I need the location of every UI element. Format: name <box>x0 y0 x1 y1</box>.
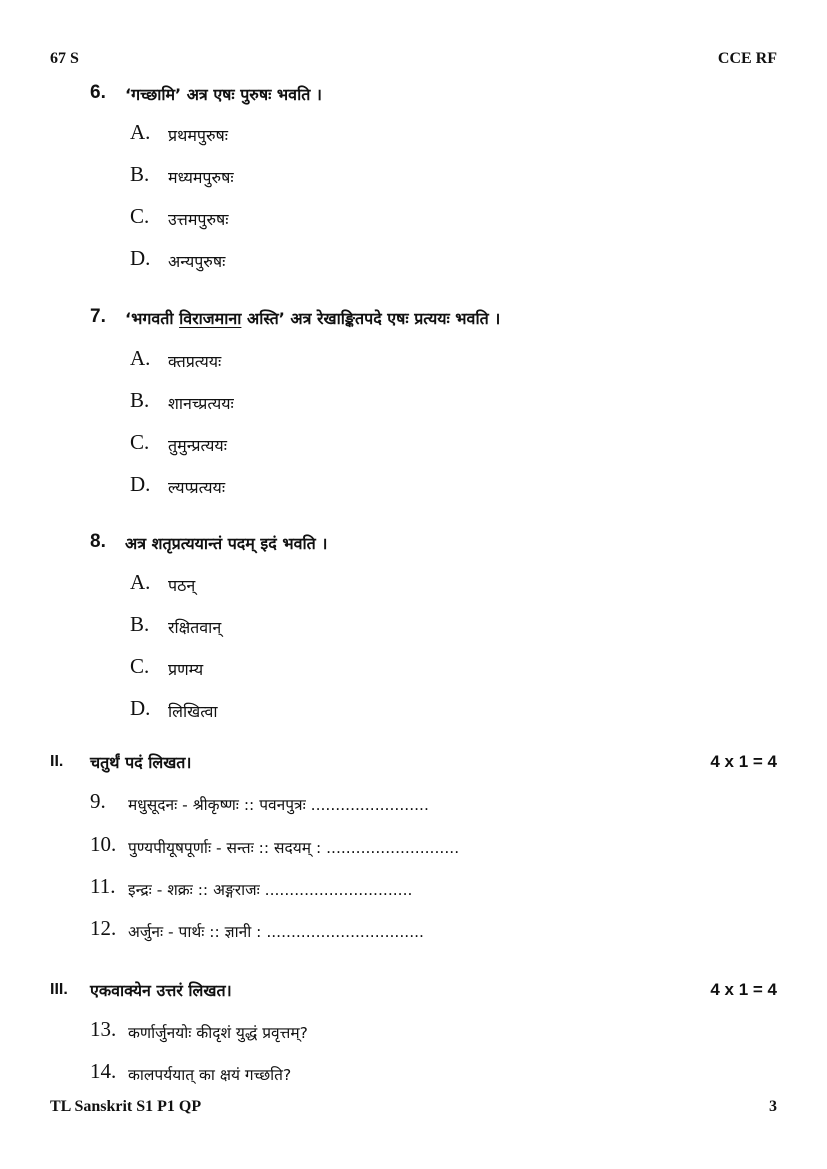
question-text: इन्द्रः - शक्रः :: अङ्गराजः .............................. <box>128 881 413 899</box>
question-text: ‘गच्छामि’ अत्र एषः पुरुषः भवति । <box>125 85 322 104</box>
option-letter: D. <box>130 696 151 720</box>
header-code: 67 S <box>50 50 79 67</box>
option-text: प्रथमपुरुषः <box>168 126 229 145</box>
option-letter: C. <box>130 204 150 228</box>
option-text: उत्तमपुरुषः <box>168 210 229 229</box>
option-letter: B. <box>130 388 150 412</box>
question-number: 11. <box>90 874 116 898</box>
section-marks: 4 x 1 = 4 <box>710 980 777 999</box>
question-text-close: अस्ति’ अत्र रेखाङ्कितपदे एषः प्रत्ययः भवति । <box>241 309 501 328</box>
question-number: 10. <box>90 832 117 856</box>
option-text: अन्यपुरुषः <box>168 252 226 271</box>
question-text: पुण्यपीयूषपूर्णाः - सन्तः :: सदयम् : ........................... <box>128 839 460 857</box>
option-text: लिखित्वा <box>168 702 218 721</box>
question-text: अत्र शतृप्रत्ययान्तं पदम् इदं भवति । <box>125 534 328 553</box>
question-number: 12. <box>90 916 117 940</box>
section-number: II. <box>50 753 64 770</box>
question-text: कालपर्ययात् का क्षयं गच्छति? <box>128 1066 292 1084</box>
option-letter: B. <box>130 612 150 636</box>
question-text: अर्जुनः - पार्थः :: ज्ञानी : ................................ <box>128 923 424 941</box>
header-series: CCE RF <box>717 50 777 67</box>
question-text: मधुसूदनः - श्रीकृष्णः :: पवनपुत्रः ........................ <box>128 796 429 814</box>
question-number: 9. <box>90 789 106 813</box>
option-letter: A. <box>130 570 151 594</box>
option-letter: C. <box>130 654 150 678</box>
section-title: चतुर्थं पदं लिखत। <box>90 753 192 772</box>
option-letter: A. <box>130 346 151 370</box>
question-number: 7. <box>90 306 106 327</box>
question-number: 13. <box>90 1017 117 1041</box>
option-text: प्रणम्य <box>168 660 204 679</box>
question-number: 14. <box>90 1059 117 1083</box>
underlined-word: विराजमाना <box>179 309 242 328</box>
option-text: क्तप्रत्ययः <box>168 352 222 371</box>
option-text: पठन् <box>168 576 196 595</box>
question-number: 6. <box>90 82 106 103</box>
option-letter: D. <box>130 246 151 270</box>
option-letter: A. <box>130 120 151 144</box>
section-title: एकवाक्येन उत्तरं लिखत। <box>90 981 232 1000</box>
question-text: कर्णार्जुनयोः कीदृशं युद्धं प्रवृत्तम्? <box>128 1024 308 1042</box>
option-letter: B. <box>130 162 150 186</box>
option-text: रक्षितवान् <box>168 618 222 637</box>
section-marks: 4 x 1 = 4 <box>710 752 777 771</box>
option-letter: C. <box>130 430 150 454</box>
section-number: III. <box>50 981 68 998</box>
option-letter: D. <box>130 472 151 496</box>
option-text: ल्यप्प्रत्ययः <box>168 478 226 497</box>
question-text-open: ‘भगवती <box>125 309 180 328</box>
footer-paper-code: TL Sanskrit S1 P1 QP <box>50 1098 202 1115</box>
question-text <box>125 307 500 329</box>
option-text: तुमुन्प्रत्ययः <box>168 436 227 455</box>
question-number: 8. <box>90 531 106 552</box>
option-text: शानच्प्रत्ययः <box>168 394 234 413</box>
page-number: 3 <box>769 1098 777 1115</box>
option-text: मध्यमपुरुषः <box>168 168 234 187</box>
